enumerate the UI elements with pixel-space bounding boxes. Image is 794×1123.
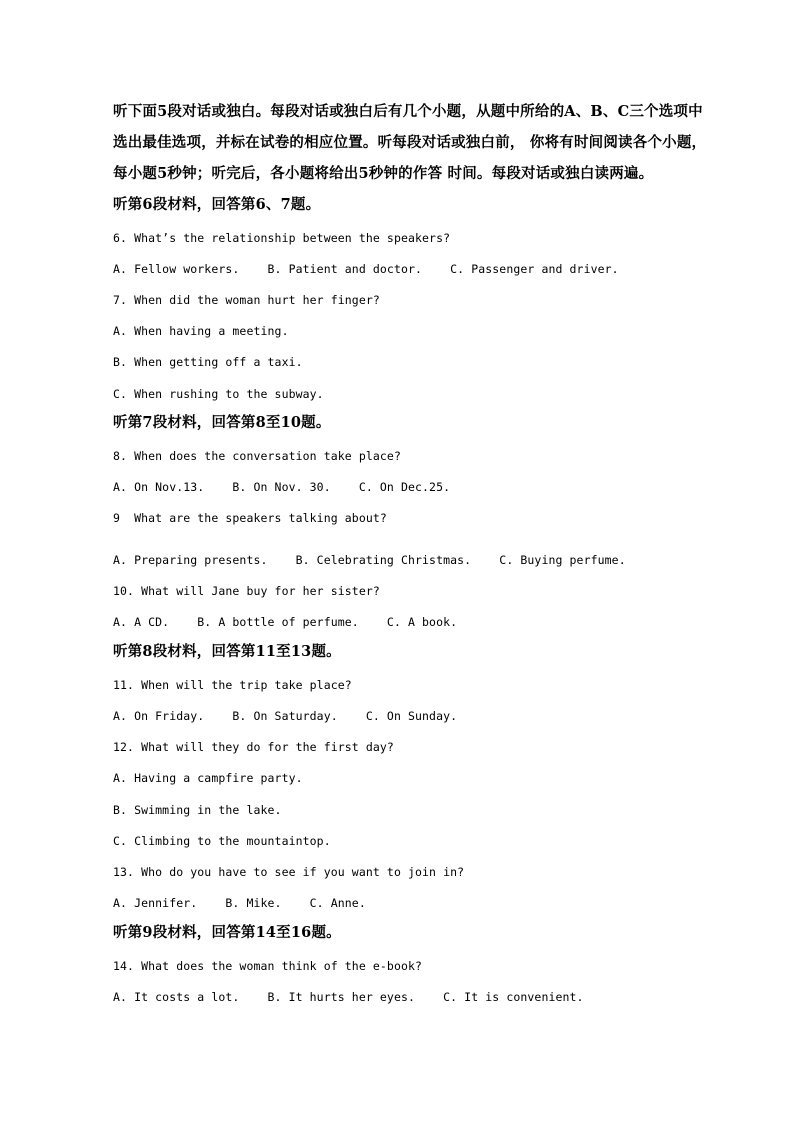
question-stem: 9 What are the speakers talking about? [113,511,387,525]
question-options: A. On Friday. B. On Saturday. C. On Sunday. [113,709,458,723]
question-option: B. Swimming in the lake. [113,803,282,817]
section-heading: 听第7段材料，回答第8至10题。 [113,414,331,431]
question-option: A. Having a campfire party. [113,771,303,785]
question-option: C. Climbing to the mountaintop. [113,834,331,848]
question-stem: 8. When does the conversation take place? [113,449,401,463]
question-stem: 7. When did the woman hurt her finger? [113,293,380,307]
section-heading: 听第6段材料，回答第6、7题。 [113,196,321,213]
question-option: C. When rushing to the subway. [113,387,324,401]
question-stem: 12. What will they do for the first day? [113,740,394,754]
question-options: A. A CD. B. A bottle of perfume. C. A book. [113,615,458,629]
question-stem: 11. When will the trip take place? [113,678,352,692]
intro-line-3: 每小题5秒钟；听完后，各小题将给出5秒钟的作答 时间。每段对话或独白读两遍。 [113,165,654,182]
question-stem: 6. What’s the relationship between the speakers? [113,231,451,245]
section-heading: 听第9段材料，回答第14至16题。 [113,924,341,941]
question-stem: 13. Who do you have to see if you want to join in? [113,865,465,879]
question-options: A. Fellow workers. B. Patient and doctor. C. Passenger and driver. [113,262,619,276]
question-options: A. Preparing presents. B. Celebrating Christmas. C. Buying perfume. [113,553,626,567]
question-stem: 10. What will Jane buy for her sister? [113,584,380,598]
question-options: A. Jennifer. B. Mike. C. Anne. [113,896,366,910]
question-option: A. When having a meeting. [113,324,289,338]
question-option: B. When getting off a taxi. [113,355,303,369]
question-options: A. It costs a lot. B. It hurts her eyes. C. It is convenient. [113,990,584,1004]
intro-line-2: 选出最佳选项，并标在试卷的相应位置。听每段对话或独白前， 你将有时间阅读各个小题， [113,134,707,151]
intro-line-1: 听下面5段对话或独白。每段对话或独白后有几个小题，从题中所给的A、B、C三个选项中 [113,103,703,120]
question-stem: 14. What does the woman think of the e-book? [113,959,423,973]
section-heading: 听第8段材料，回答第11至13题。 [113,643,341,660]
question-options: A. On Nov.13. B. On Nov. 30. C. On Dec.25. [113,480,451,494]
